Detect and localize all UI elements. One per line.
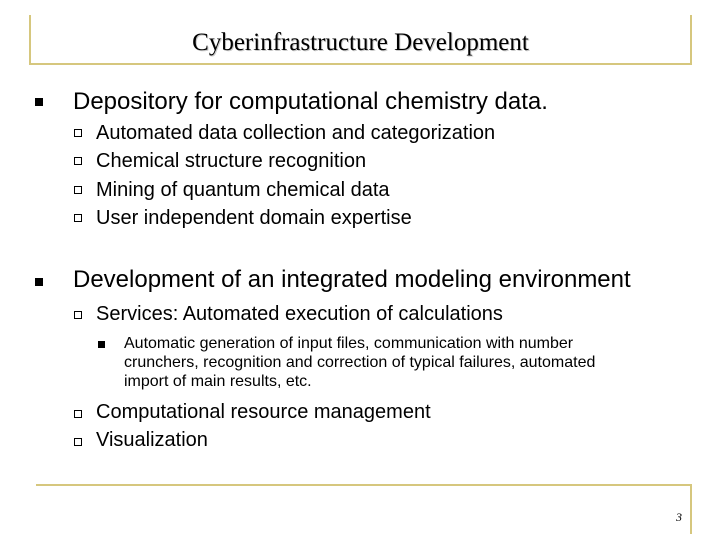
hollow-square-bullet-icon xyxy=(74,157,82,165)
slide-title: Cyberinfrastructure Development xyxy=(192,29,529,56)
sub-bullet-services: Services: Automated execution of calculations xyxy=(96,303,503,325)
title-divider xyxy=(29,63,692,65)
hollow-square-bullet-icon xyxy=(74,214,82,222)
sub-bullet-visualization: Visualization xyxy=(96,429,208,451)
bullet-depository: Depository for computational chemistry data. xyxy=(73,88,548,115)
hollow-square-bullet-icon xyxy=(74,129,82,137)
hollow-square-bullet-icon xyxy=(74,438,82,446)
square-bullet-icon xyxy=(98,341,105,348)
square-bullet-icon xyxy=(35,278,43,286)
sub-sub-bullet-automatic-generation: Automatic generation of input files, communication with number crunchers, recognition and correction of typical failures, automated import of main results, etc. xyxy=(124,335,596,390)
hollow-square-bullet-icon xyxy=(74,311,82,319)
frame-line-right xyxy=(690,15,692,65)
frame-line-bottom-right xyxy=(690,484,692,534)
sub-bullet-data-collection: Automated data collection and categorization xyxy=(96,122,496,144)
page-number: 3 xyxy=(676,510,682,524)
sub-bullet-data-mining: Mining of quantum chemical data xyxy=(96,179,390,201)
sub-bullet-resource-management: Computational resource management xyxy=(96,401,431,423)
hollow-square-bullet-icon xyxy=(74,410,82,418)
square-bullet-icon xyxy=(35,98,43,106)
bullet-modeling-environment: Development of an integrated modeling environment xyxy=(73,266,631,293)
hollow-square-bullet-icon xyxy=(74,186,82,194)
footer-divider xyxy=(36,484,690,486)
sub-bullet-structure-recognition: Chemical structure recognition xyxy=(96,150,367,172)
sub-bullet-domain-expertise: User independent domain expertise xyxy=(96,207,412,229)
